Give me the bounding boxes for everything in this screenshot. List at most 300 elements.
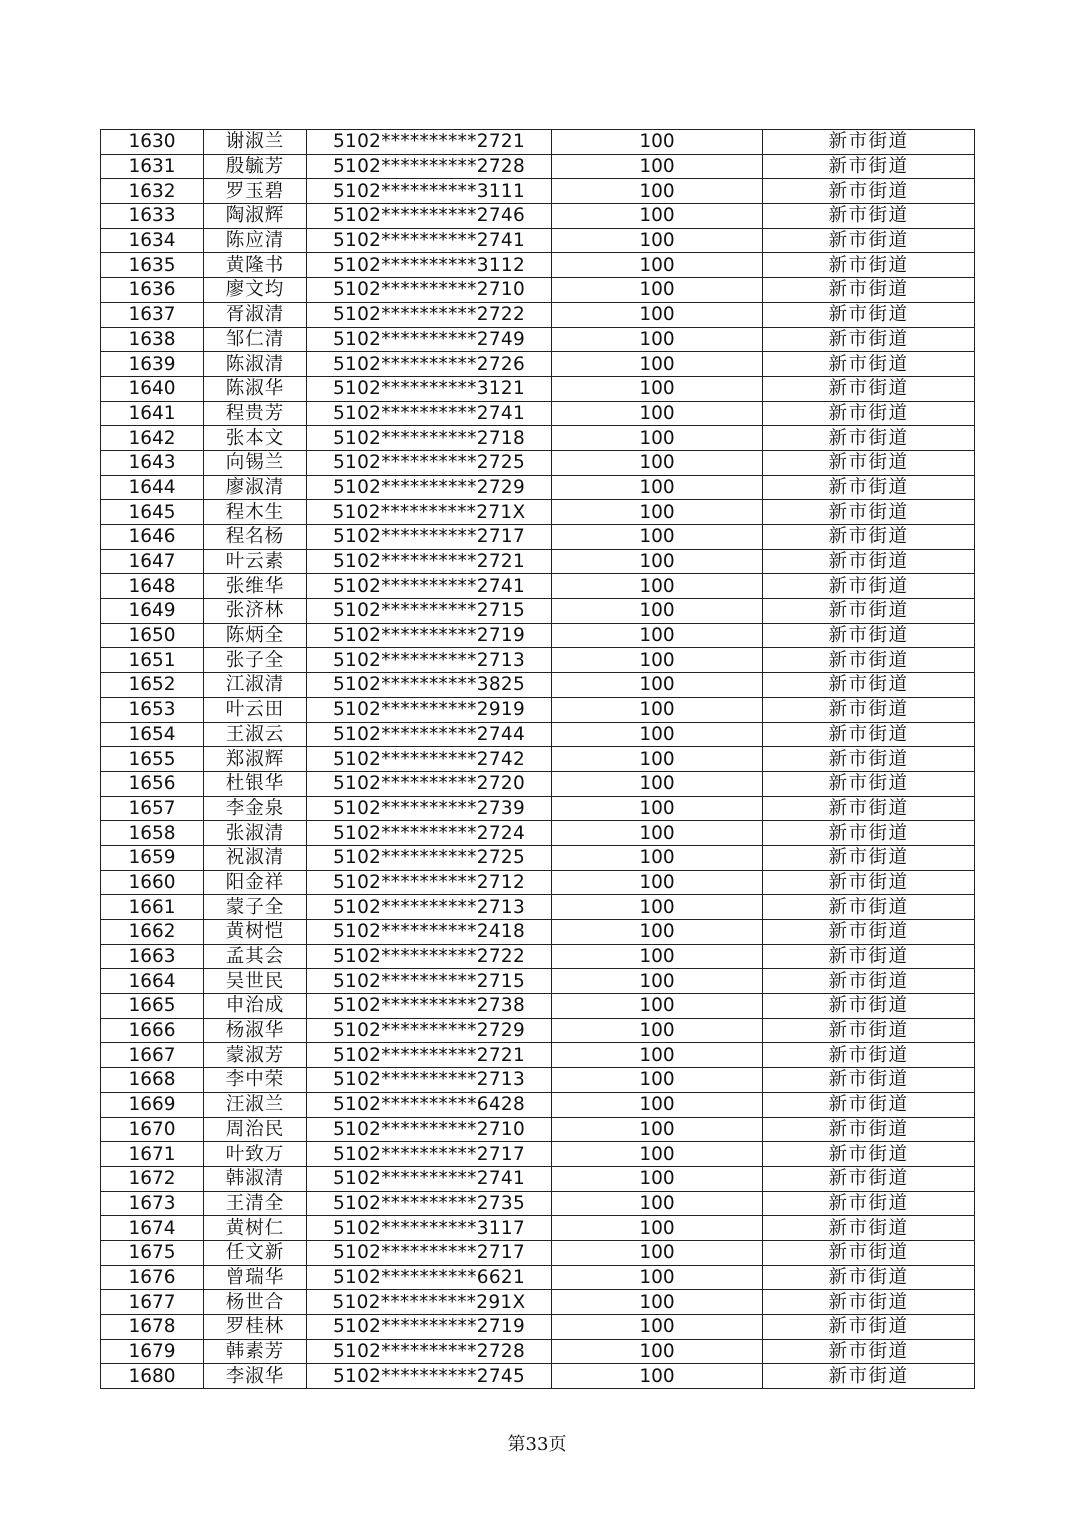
id-number-cell: 5102**********2744 xyxy=(307,722,552,747)
street-cell: 新市街道 xyxy=(763,1290,975,1315)
id-number-cell: 5102**********3825 xyxy=(307,673,552,698)
street-cell: 新市街道 xyxy=(763,1068,975,1093)
amount-cell: 100 xyxy=(552,130,763,155)
name-cell: 李淑华 xyxy=(204,1364,307,1389)
table-row xyxy=(101,376,975,401)
id-number-cell: 5102**********2741 xyxy=(307,228,552,253)
amount-cell: 100 xyxy=(552,623,763,648)
id-number-cell: 5102**********6621 xyxy=(307,1265,552,1290)
amount-cell: 100 xyxy=(552,920,763,945)
id-number-cell: 5102**********2721 xyxy=(307,549,552,574)
id-number-cell: 5102**********2728 xyxy=(307,1339,552,1364)
name-cell: 杜银华 xyxy=(204,771,307,796)
row-number-cell: 1643 xyxy=(101,450,204,475)
name-cell: 韩素芳 xyxy=(204,1339,307,1364)
id-number-cell: 5102**********2721 xyxy=(307,1043,552,1068)
id-number-cell: 5102**********2729 xyxy=(307,1018,552,1043)
name-cell: 殷毓芳 xyxy=(204,154,307,179)
table-row xyxy=(101,426,975,451)
street-cell: 新市街道 xyxy=(763,1364,975,1389)
street-cell: 新市街道 xyxy=(763,920,975,945)
id-number-cell: 5102**********3117 xyxy=(307,1216,552,1241)
name-cell: 叶云素 xyxy=(204,549,307,574)
id-number-cell: 5102**********2718 xyxy=(307,426,552,451)
row-number-cell: 1646 xyxy=(101,525,204,550)
name-cell: 程木生 xyxy=(204,500,307,525)
street-cell: 新市街道 xyxy=(763,278,975,303)
id-number-cell: 5102**********2710 xyxy=(307,1117,552,1142)
street-cell: 新市街道 xyxy=(763,253,975,278)
name-cell: 周治民 xyxy=(204,1117,307,1142)
row-number-cell: 1634 xyxy=(101,228,204,253)
amount-cell: 100 xyxy=(552,1290,763,1315)
row-number-cell: 1660 xyxy=(101,870,204,895)
table-row xyxy=(101,1216,975,1241)
id-number-cell: 5102**********2738 xyxy=(307,994,552,1019)
street-cell: 新市街道 xyxy=(763,722,975,747)
id-number-cell: 5102**********2741 xyxy=(307,574,552,599)
id-number-cell: 5102**********6428 xyxy=(307,1092,552,1117)
street-cell: 新市街道 xyxy=(763,895,975,920)
row-number-cell: 1654 xyxy=(101,722,204,747)
amount-cell: 100 xyxy=(552,1191,763,1216)
amount-cell: 100 xyxy=(552,796,763,821)
name-cell: 张济林 xyxy=(204,599,307,624)
amount-cell: 100 xyxy=(552,697,763,722)
name-cell: 黄树仁 xyxy=(204,1216,307,1241)
table-row xyxy=(101,796,975,821)
table-row xyxy=(101,673,975,698)
street-cell: 新市街道 xyxy=(763,1216,975,1241)
id-number-cell: 5102**********2722 xyxy=(307,944,552,969)
amount-cell: 100 xyxy=(552,599,763,624)
row-number-cell: 1648 xyxy=(101,574,204,599)
id-number-cell: 5102**********2717 xyxy=(307,1142,552,1167)
id-number-cell: 5102**********2735 xyxy=(307,1191,552,1216)
name-cell: 罗玉碧 xyxy=(204,179,307,204)
street-cell: 新市街道 xyxy=(763,599,975,624)
street-cell: 新市街道 xyxy=(763,549,975,574)
name-cell: 张本文 xyxy=(204,426,307,451)
street-cell: 新市街道 xyxy=(763,525,975,550)
id-number-cell: 5102**********2724 xyxy=(307,821,552,846)
row-number-cell: 1679 xyxy=(101,1339,204,1364)
amount-cell: 100 xyxy=(552,1117,763,1142)
table-row xyxy=(101,1166,975,1191)
row-number-cell: 1656 xyxy=(101,771,204,796)
name-cell: 阳金祥 xyxy=(204,870,307,895)
table-row xyxy=(101,253,975,278)
table-row xyxy=(101,500,975,525)
row-number-cell: 1630 xyxy=(101,130,204,155)
name-cell: 李中荣 xyxy=(204,1068,307,1093)
table-row xyxy=(101,944,975,969)
name-cell: 韩淑清 xyxy=(204,1166,307,1191)
name-cell: 张维华 xyxy=(204,574,307,599)
id-number-cell: 5102**********2729 xyxy=(307,475,552,500)
amount-cell: 100 xyxy=(552,500,763,525)
row-number-cell: 1680 xyxy=(101,1364,204,1389)
name-cell: 陈应清 xyxy=(204,228,307,253)
table-row xyxy=(101,747,975,772)
table-row xyxy=(101,1191,975,1216)
row-number-cell: 1647 xyxy=(101,549,204,574)
name-cell: 申治成 xyxy=(204,994,307,1019)
name-cell: 江淑清 xyxy=(204,673,307,698)
amount-cell: 100 xyxy=(552,821,763,846)
street-cell: 新市街道 xyxy=(763,623,975,648)
row-number-cell: 1631 xyxy=(101,154,204,179)
street-cell: 新市街道 xyxy=(763,426,975,451)
id-number-cell: 5102**********2710 xyxy=(307,278,552,303)
street-cell: 新市街道 xyxy=(763,870,975,895)
row-number-cell: 1665 xyxy=(101,994,204,1019)
street-cell: 新市街道 xyxy=(763,648,975,673)
row-number-cell: 1635 xyxy=(101,253,204,278)
amount-cell: 100 xyxy=(552,1315,763,1340)
id-number-cell: 5102**********3111 xyxy=(307,179,552,204)
row-number-cell: 1638 xyxy=(101,327,204,352)
name-cell: 孟其会 xyxy=(204,944,307,969)
row-number-cell: 1666 xyxy=(101,1018,204,1043)
roster-table-body xyxy=(101,130,975,1389)
row-number-cell: 1637 xyxy=(101,302,204,327)
row-number-cell: 1632 xyxy=(101,179,204,204)
name-cell: 吴世民 xyxy=(204,969,307,994)
street-cell: 新市街道 xyxy=(763,327,975,352)
amount-cell: 100 xyxy=(552,1142,763,1167)
amount-cell: 100 xyxy=(552,747,763,772)
street-cell: 新市街道 xyxy=(763,1265,975,1290)
table-row xyxy=(101,1068,975,1093)
street-cell: 新市街道 xyxy=(763,179,975,204)
street-cell: 新市街道 xyxy=(763,401,975,426)
name-cell: 陶淑辉 xyxy=(204,204,307,229)
table-row xyxy=(101,599,975,624)
amount-cell: 100 xyxy=(552,302,763,327)
table-row xyxy=(101,475,975,500)
row-number-cell: 1652 xyxy=(101,673,204,698)
id-number-cell: 5102**********2715 xyxy=(307,969,552,994)
row-number-cell: 1659 xyxy=(101,845,204,870)
row-number-cell: 1667 xyxy=(101,1043,204,1068)
name-cell: 黄树恺 xyxy=(204,920,307,945)
amount-cell: 100 xyxy=(552,648,763,673)
table-row xyxy=(101,994,975,1019)
amount-cell: 100 xyxy=(552,845,763,870)
table-row xyxy=(101,1142,975,1167)
row-number-cell: 1657 xyxy=(101,796,204,821)
amount-cell: 100 xyxy=(552,969,763,994)
table-row xyxy=(101,623,975,648)
amount-cell: 100 xyxy=(552,376,763,401)
row-number-cell: 1649 xyxy=(101,599,204,624)
street-cell: 新市街道 xyxy=(763,1315,975,1340)
amount-cell: 100 xyxy=(552,426,763,451)
street-cell: 新市街道 xyxy=(763,1092,975,1117)
table-row xyxy=(101,1092,975,1117)
name-cell: 任文新 xyxy=(204,1240,307,1265)
amount-cell: 100 xyxy=(552,525,763,550)
roster-table xyxy=(100,129,975,1389)
table-row xyxy=(101,821,975,846)
name-cell: 张淑清 xyxy=(204,821,307,846)
name-cell: 陈淑清 xyxy=(204,352,307,377)
id-number-cell: 5102**********271X xyxy=(307,500,552,525)
table-row xyxy=(101,154,975,179)
id-number-cell: 5102**********2719 xyxy=(307,623,552,648)
id-number-cell: 5102**********2728 xyxy=(307,154,552,179)
amount-cell: 100 xyxy=(552,204,763,229)
page-number: 第33页 xyxy=(507,1434,567,1455)
table-row xyxy=(101,1315,975,1340)
table-row xyxy=(101,1043,975,1068)
street-cell: 新市街道 xyxy=(763,1166,975,1191)
amount-cell: 100 xyxy=(552,870,763,895)
street-cell: 新市街道 xyxy=(763,204,975,229)
table-row xyxy=(101,771,975,796)
name-cell: 罗桂林 xyxy=(204,1315,307,1340)
amount-cell: 100 xyxy=(552,895,763,920)
id-number-cell: 5102**********2919 xyxy=(307,697,552,722)
amount-cell: 100 xyxy=(552,475,763,500)
street-cell: 新市街道 xyxy=(763,944,975,969)
id-number-cell: 5102**********2721 xyxy=(307,130,552,155)
street-cell: 新市街道 xyxy=(763,1191,975,1216)
name-cell: 黄隆书 xyxy=(204,253,307,278)
table-row xyxy=(101,870,975,895)
street-cell: 新市街道 xyxy=(763,352,975,377)
amount-cell: 100 xyxy=(552,450,763,475)
row-number-cell: 1668 xyxy=(101,1068,204,1093)
name-cell: 杨淑华 xyxy=(204,1018,307,1043)
id-number-cell: 5102**********2741 xyxy=(307,1166,552,1191)
table-row xyxy=(101,969,975,994)
street-cell: 新市街道 xyxy=(763,574,975,599)
name-cell: 胥淑清 xyxy=(204,302,307,327)
street-cell: 新市街道 xyxy=(763,1339,975,1364)
amount-cell: 100 xyxy=(552,722,763,747)
row-number-cell: 1641 xyxy=(101,401,204,426)
row-number-cell: 1661 xyxy=(101,895,204,920)
table-row xyxy=(101,1339,975,1364)
street-cell: 新市街道 xyxy=(763,845,975,870)
id-number-cell: 5102**********2725 xyxy=(307,450,552,475)
table-row xyxy=(101,352,975,377)
name-cell: 陈炳全 xyxy=(204,623,307,648)
amount-cell: 100 xyxy=(552,352,763,377)
row-number-cell: 1664 xyxy=(101,969,204,994)
table-row xyxy=(101,278,975,303)
table-row xyxy=(101,525,975,550)
table-row xyxy=(101,302,975,327)
row-number-cell: 1672 xyxy=(101,1166,204,1191)
name-cell: 汪淑兰 xyxy=(204,1092,307,1117)
amount-cell: 100 xyxy=(552,1068,763,1093)
table-row xyxy=(101,1117,975,1142)
amount-cell: 100 xyxy=(552,1240,763,1265)
id-number-cell: 5102**********2715 xyxy=(307,599,552,624)
row-number-cell: 1644 xyxy=(101,475,204,500)
name-cell: 曾瑞华 xyxy=(204,1265,307,1290)
row-number-cell: 1645 xyxy=(101,500,204,525)
amount-cell: 100 xyxy=(552,1043,763,1068)
name-cell: 叶云田 xyxy=(204,697,307,722)
street-cell: 新市街道 xyxy=(763,1240,975,1265)
id-number-cell: 5102**********2722 xyxy=(307,302,552,327)
id-number-cell: 5102**********2713 xyxy=(307,895,552,920)
street-cell: 新市街道 xyxy=(763,1117,975,1142)
name-cell: 邹仁清 xyxy=(204,327,307,352)
table-row xyxy=(101,1240,975,1265)
id-number-cell: 5102**********2725 xyxy=(307,845,552,870)
id-number-cell: 5102**********2713 xyxy=(307,648,552,673)
row-number-cell: 1636 xyxy=(101,278,204,303)
amount-cell: 100 xyxy=(552,1092,763,1117)
id-number-cell: 5102**********3112 xyxy=(307,253,552,278)
row-number-cell: 1650 xyxy=(101,623,204,648)
street-cell: 新市街道 xyxy=(763,154,975,179)
id-number-cell: 5102**********2746 xyxy=(307,204,552,229)
row-number-cell: 1640 xyxy=(101,376,204,401)
row-number-cell: 1670 xyxy=(101,1117,204,1142)
table-row xyxy=(101,1018,975,1043)
amount-cell: 100 xyxy=(552,1265,763,1290)
name-cell: 李金泉 xyxy=(204,796,307,821)
amount-cell: 100 xyxy=(552,278,763,303)
table-row xyxy=(101,648,975,673)
name-cell: 蒙淑芳 xyxy=(204,1043,307,1068)
table-row xyxy=(101,920,975,945)
amount-cell: 100 xyxy=(552,154,763,179)
street-cell: 新市街道 xyxy=(763,376,975,401)
id-number-cell: 5102**********2717 xyxy=(307,1240,552,1265)
street-cell: 新市街道 xyxy=(763,969,975,994)
table-row xyxy=(101,1364,975,1389)
name-cell: 杨世合 xyxy=(204,1290,307,1315)
table-row xyxy=(101,574,975,599)
name-cell: 廖文均 xyxy=(204,278,307,303)
street-cell: 新市街道 xyxy=(763,475,975,500)
amount-cell: 100 xyxy=(552,1166,763,1191)
name-cell: 程名杨 xyxy=(204,525,307,550)
row-number-cell: 1675 xyxy=(101,1240,204,1265)
amount-cell: 100 xyxy=(552,574,763,599)
row-number-cell: 1639 xyxy=(101,352,204,377)
street-cell: 新市街道 xyxy=(763,994,975,1019)
amount-cell: 100 xyxy=(552,994,763,1019)
table-row xyxy=(101,722,975,747)
table-row xyxy=(101,845,975,870)
street-cell: 新市街道 xyxy=(763,130,975,155)
row-number-cell: 1674 xyxy=(101,1216,204,1241)
name-cell: 廖淑清 xyxy=(204,475,307,500)
amount-cell: 100 xyxy=(552,1216,763,1241)
name-cell: 王清全 xyxy=(204,1191,307,1216)
street-cell: 新市街道 xyxy=(763,228,975,253)
row-number-cell: 1673 xyxy=(101,1191,204,1216)
street-cell: 新市街道 xyxy=(763,450,975,475)
name-cell: 谢淑兰 xyxy=(204,130,307,155)
amount-cell: 100 xyxy=(552,253,763,278)
street-cell: 新市街道 xyxy=(763,673,975,698)
id-number-cell: 5102**********291X xyxy=(307,1290,552,1315)
id-number-cell: 5102**********2719 xyxy=(307,1315,552,1340)
id-number-cell: 5102**********2749 xyxy=(307,327,552,352)
row-number-cell: 1676 xyxy=(101,1265,204,1290)
table-row xyxy=(101,130,975,155)
name-cell: 叶致万 xyxy=(204,1142,307,1167)
row-number-cell: 1678 xyxy=(101,1315,204,1340)
id-number-cell: 5102**********2739 xyxy=(307,796,552,821)
id-number-cell: 5102**********2742 xyxy=(307,747,552,772)
amount-cell: 100 xyxy=(552,673,763,698)
street-cell: 新市街道 xyxy=(763,302,975,327)
amount-cell: 100 xyxy=(552,401,763,426)
row-number-cell: 1671 xyxy=(101,1142,204,1167)
amount-cell: 100 xyxy=(552,1364,763,1389)
table-row xyxy=(101,179,975,204)
id-number-cell: 5102**********2713 xyxy=(307,1068,552,1093)
street-cell: 新市街道 xyxy=(763,500,975,525)
id-number-cell: 5102**********2418 xyxy=(307,920,552,945)
table-row xyxy=(101,228,975,253)
row-number-cell: 1633 xyxy=(101,204,204,229)
id-number-cell: 5102**********2712 xyxy=(307,870,552,895)
street-cell: 新市街道 xyxy=(763,1043,975,1068)
row-number-cell: 1669 xyxy=(101,1092,204,1117)
amount-cell: 100 xyxy=(552,179,763,204)
id-number-cell: 5102**********2741 xyxy=(307,401,552,426)
table-row xyxy=(101,204,975,229)
name-cell: 祝淑清 xyxy=(204,845,307,870)
row-number-cell: 1642 xyxy=(101,426,204,451)
amount-cell: 100 xyxy=(552,228,763,253)
row-number-cell: 1663 xyxy=(101,944,204,969)
row-number-cell: 1651 xyxy=(101,648,204,673)
amount-cell: 100 xyxy=(552,944,763,969)
row-number-cell: 1662 xyxy=(101,920,204,945)
table-row xyxy=(101,450,975,475)
row-number-cell: 1658 xyxy=(101,821,204,846)
id-number-cell: 5102**********2726 xyxy=(307,352,552,377)
name-cell: 蒙子全 xyxy=(204,895,307,920)
table-row xyxy=(101,895,975,920)
row-number-cell: 1653 xyxy=(101,697,204,722)
name-cell: 张子全 xyxy=(204,648,307,673)
amount-cell: 100 xyxy=(552,1339,763,1364)
street-cell: 新市街道 xyxy=(763,747,975,772)
id-number-cell: 5102**********2745 xyxy=(307,1364,552,1389)
id-number-cell: 5102**********2720 xyxy=(307,771,552,796)
amount-cell: 100 xyxy=(552,1018,763,1043)
row-number-cell: 1677 xyxy=(101,1290,204,1315)
amount-cell: 100 xyxy=(552,771,763,796)
table-row xyxy=(101,1265,975,1290)
street-cell: 新市街道 xyxy=(763,821,975,846)
street-cell: 新市街道 xyxy=(763,796,975,821)
name-cell: 王淑云 xyxy=(204,722,307,747)
name-cell: 陈淑华 xyxy=(204,376,307,401)
street-cell: 新市街道 xyxy=(763,1142,975,1167)
row-number-cell: 1655 xyxy=(101,747,204,772)
name-cell: 郑淑辉 xyxy=(204,747,307,772)
table-row xyxy=(101,1290,975,1315)
amount-cell: 100 xyxy=(552,549,763,574)
table-row xyxy=(101,549,975,574)
table-row xyxy=(101,327,975,352)
id-number-cell: 5102**********2717 xyxy=(307,525,552,550)
